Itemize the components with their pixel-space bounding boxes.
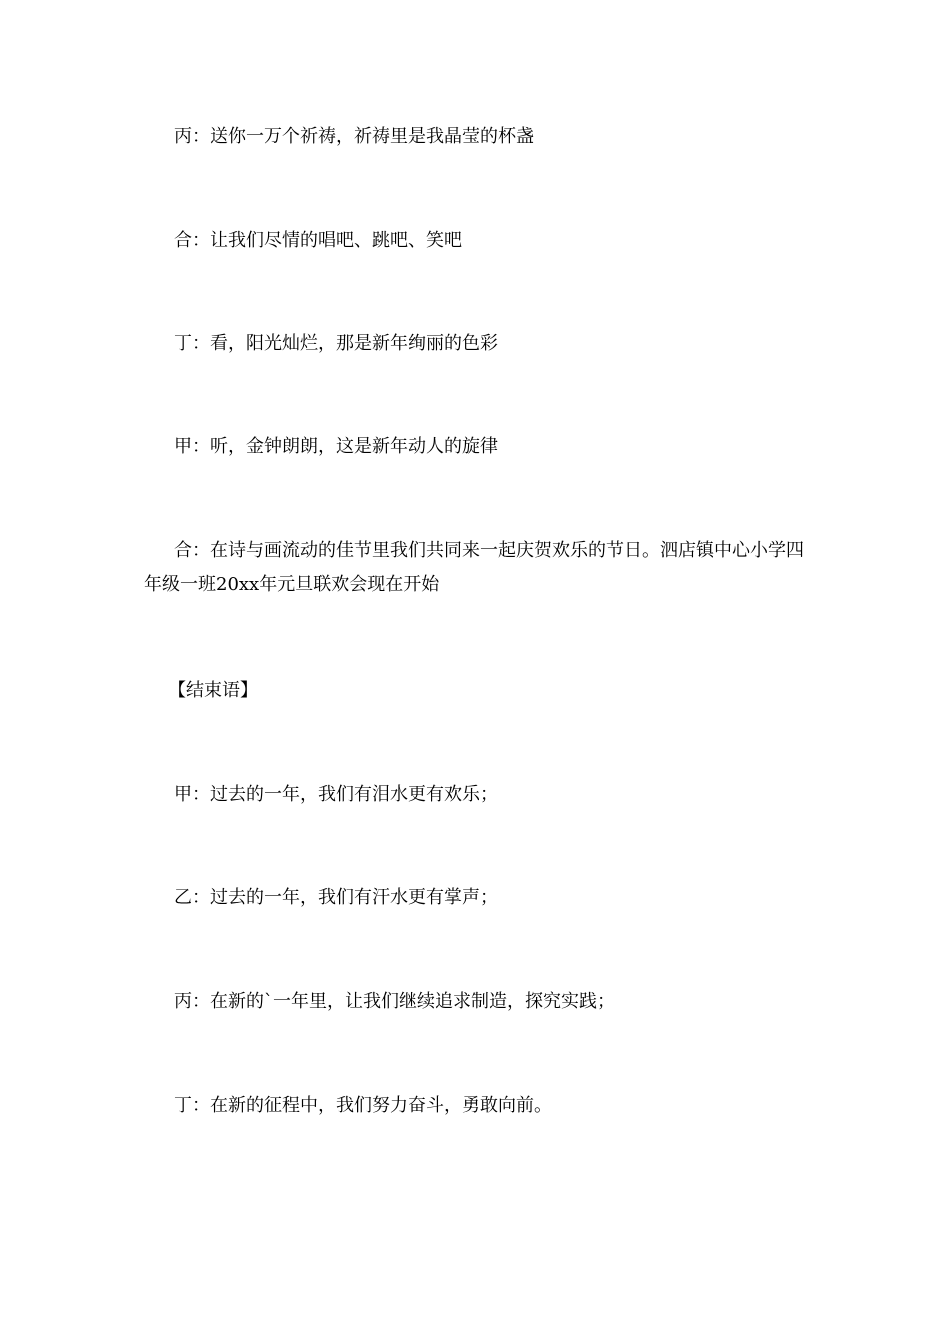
paragraph-ding-new-journey: 丁：在新的征程中，我们努力奋斗，勇敢向前。 xyxy=(174,1095,552,1116)
paragraph-yi-past-year: 乙：过去的一年，我们有汗水更有掌声； xyxy=(174,887,498,908)
paragraph-bing-new-year: 丙：在新的`一年里，让我们继续追求制造，探究实践； xyxy=(174,991,615,1012)
paragraph-jia-past-year: 甲：过去的一年，我们有泪水更有欢乐； xyxy=(174,784,498,805)
paragraph-he-sing: 合：让我们尽情的唱吧、跳吧、笑吧 xyxy=(174,230,462,251)
paragraph-he-opening: 合：在诗与画流动的佳节里我们共同来一起庆贺欢乐的节日。泗店镇中心小学四年级一班20xx年元旦联欢会现在开始 xyxy=(144,540,804,595)
paragraph-ding-sunshine: 丁：看，阳光灿烂，那是新年绚丽的色彩 xyxy=(174,333,498,354)
paragraph-bing-prayer: 丙：送你一万个祈祷，祈祷里是我晶莹的杯盏 xyxy=(174,126,534,147)
paragraph-jia-bell: 甲：听，金钟朗朗，这是新年动人的旋律 xyxy=(174,436,498,457)
closing-heading: 【结束语】 xyxy=(168,680,258,701)
